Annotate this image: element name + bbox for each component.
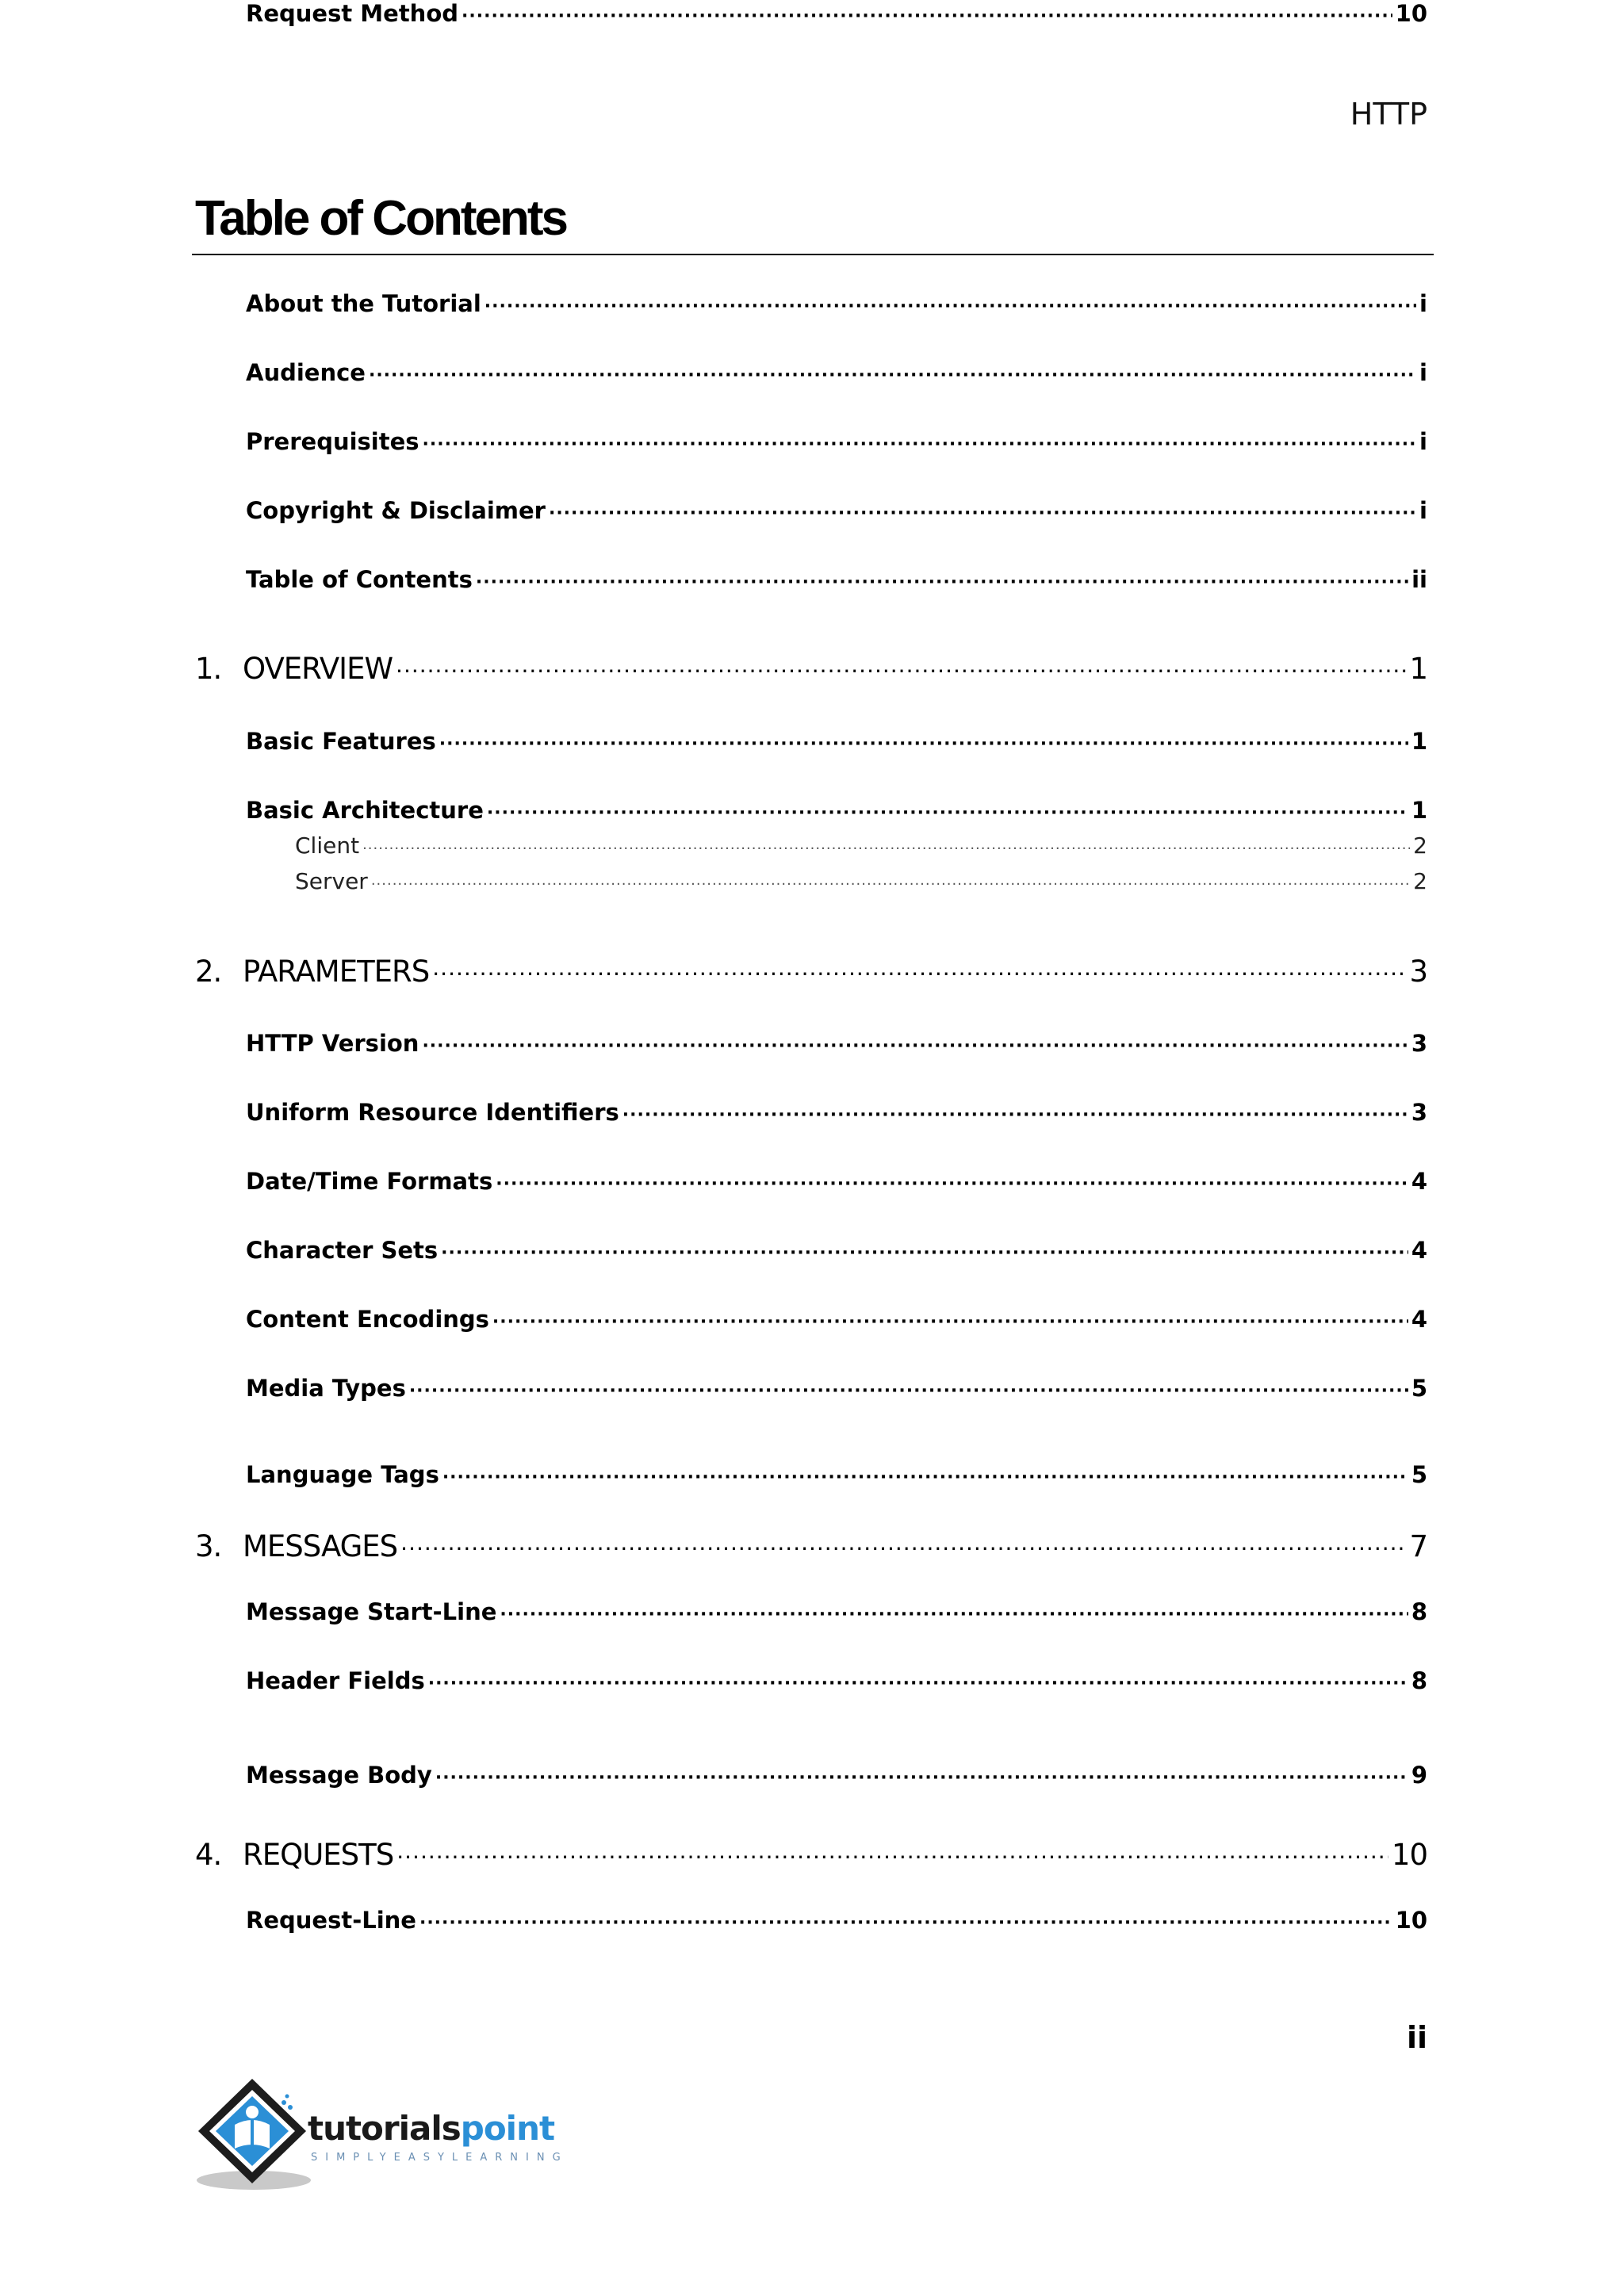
toc-entry-label: Header Fields xyxy=(246,1667,425,1694)
toc-entry-label: Table of Contents xyxy=(246,566,473,593)
page-number: ii xyxy=(1406,2020,1427,2055)
dot-leader xyxy=(396,1844,1388,1870)
toc-entry[interactable] xyxy=(195,652,1427,686)
toc-entry[interactable] xyxy=(246,728,1427,755)
dot-leader xyxy=(428,1674,1408,1693)
chapter-title: OVERVIEW xyxy=(243,652,393,686)
toc-entry-label: Copyright & Disclaimer xyxy=(246,497,546,524)
toc-entry[interactable] xyxy=(246,1030,1427,1057)
dot-leader xyxy=(492,1312,1408,1332)
toc-entry-page: 4 xyxy=(1411,1237,1427,1264)
toc-entry-label: About the Tutorial xyxy=(246,290,481,317)
toc-entry[interactable] xyxy=(195,1529,1427,1563)
toc-entry[interactable] xyxy=(195,1838,1427,1872)
toc-entry[interactable] xyxy=(246,0,1427,27)
toc-entry-label: Request Method xyxy=(246,0,459,27)
dot-leader xyxy=(442,1468,1408,1487)
dot-leader xyxy=(396,658,1406,684)
tutorialspoint-logo xyxy=(195,2076,607,2195)
toc-entry-label: Message Body xyxy=(246,1762,432,1789)
toc-entry-page: 4 xyxy=(1411,1306,1427,1333)
toc-entry[interactable] xyxy=(246,797,1427,824)
toc-entry-label xyxy=(195,955,429,989)
toc-entry-label xyxy=(195,652,393,686)
dot-leader xyxy=(476,572,1408,592)
toc-entry[interactable] xyxy=(246,290,1427,317)
toc-entry-page: 10 xyxy=(1395,1907,1427,1934)
dot-leader xyxy=(500,1605,1408,1624)
toc-entry-label: Character Sets xyxy=(246,1237,439,1264)
dot-leader xyxy=(400,1536,1406,1562)
toc-entry-page: 5 xyxy=(1411,1375,1427,1402)
toc-entry[interactable] xyxy=(246,1375,1427,1402)
toc-entry[interactable] xyxy=(246,1598,1427,1625)
dot-leader xyxy=(439,734,1408,754)
toc-entry[interactable] xyxy=(246,1667,1427,1694)
dot-leader xyxy=(423,434,1417,454)
chapter-number: 4. xyxy=(195,1838,222,1872)
chapter-number: 2. xyxy=(195,955,222,989)
toc-entry-label: Request-Line xyxy=(246,1907,416,1934)
toc-entry[interactable] xyxy=(246,1099,1427,1126)
dot-leader xyxy=(409,1381,1408,1401)
toc-entry-page: 10 xyxy=(1391,1838,1427,1872)
chapter-number: 1. xyxy=(195,652,222,686)
toc-entry-page: 3 xyxy=(1411,1099,1427,1126)
dot-leader xyxy=(435,1768,1408,1788)
logo-tagline: SIMPLYEASYLEARNING xyxy=(311,2152,569,2164)
toc-entry-page: 2 xyxy=(1413,832,1427,859)
toc-entry-page: i xyxy=(1419,359,1427,386)
toc-entry[interactable] xyxy=(246,1762,1427,1789)
toc-entry[interactable] xyxy=(246,566,1427,593)
logo-diamond-icon xyxy=(195,2076,314,2195)
chapter-title: PARAMETERS xyxy=(243,955,430,989)
toc-entry-label: Message Start-Line xyxy=(246,1598,497,1625)
toc-entry-page: ii xyxy=(1411,566,1427,593)
dot-leader xyxy=(487,803,1408,823)
toc-entry-page: 1 xyxy=(1411,797,1427,824)
toc-entry-label xyxy=(195,1529,397,1563)
toc-entry-page: 2 xyxy=(1413,868,1427,894)
dot-leader xyxy=(549,503,1416,523)
dot-leader xyxy=(622,1105,1408,1125)
toc-entry-label: Uniform Resource Identifiers xyxy=(246,1099,619,1126)
toc-entry[interactable] xyxy=(295,868,1427,894)
logo-word-dark: tutorials xyxy=(308,2109,461,2148)
toc-entry-label: Basic Features xyxy=(246,728,436,755)
toc-entry-page: i xyxy=(1419,290,1427,317)
toc-entry-page: 5 xyxy=(1411,1461,1427,1488)
toc-entry-page: 3 xyxy=(1409,955,1427,989)
toc-entry[interactable] xyxy=(246,1461,1427,1488)
dot-leader xyxy=(419,1913,1392,1933)
toc-entry-page: 8 xyxy=(1411,1667,1427,1694)
dot-leader xyxy=(441,1243,1408,1263)
dot-leader xyxy=(362,840,1410,857)
dot-leader xyxy=(422,1036,1408,1056)
toc-entry[interactable] xyxy=(246,1306,1427,1333)
toc-entry-label: Date/Time Formats xyxy=(246,1168,493,1195)
toc-entry-page: 1 xyxy=(1411,728,1427,755)
header-label: HTTP xyxy=(1350,97,1427,132)
toc-entry-label: Content Encodings xyxy=(246,1306,489,1333)
chapter-number: 3. xyxy=(195,1529,222,1563)
logo-wordmark xyxy=(308,2109,554,2148)
dot-leader xyxy=(432,961,1406,987)
dot-leader xyxy=(462,6,1392,26)
toc-entry[interactable] xyxy=(246,1907,1427,1934)
toc-entry-page: 7 xyxy=(1409,1529,1427,1563)
chapter-title: REQUESTS xyxy=(243,1838,394,1872)
toc-entry-label xyxy=(195,1838,393,1872)
toc-entry-label: Prerequisites xyxy=(246,428,419,455)
dot-leader xyxy=(485,297,1416,316)
toc-entry-label: Client xyxy=(295,832,360,859)
toc-entry-page: 8 xyxy=(1411,1598,1427,1625)
dot-leader xyxy=(496,1174,1408,1194)
toc-entry-label: Server xyxy=(295,868,368,894)
toc-entry-label: Media Types xyxy=(246,1375,406,1402)
toc-entry[interactable] xyxy=(246,1168,1427,1195)
page-title: Table of Contents xyxy=(195,191,566,246)
chapter-title: MESSAGES xyxy=(243,1529,398,1563)
toc-entry-page: i xyxy=(1419,428,1427,455)
toc-entry-label: Audience xyxy=(246,359,366,386)
toc-entry[interactable] xyxy=(246,1237,1427,1264)
toc-entry-label: Basic Architecture xyxy=(246,797,484,824)
toc-entry-label: Language Tags xyxy=(246,1461,439,1488)
dot-leader xyxy=(369,365,1416,385)
toc-entry[interactable] xyxy=(195,955,1427,989)
toc-entry-page: 10 xyxy=(1395,0,1427,27)
toc-entry-page: 3 xyxy=(1411,1030,1427,1057)
toc-entry-label: HTTP Version xyxy=(246,1030,419,1057)
toc-entry[interactable] xyxy=(246,359,1427,386)
toc-entry[interactable] xyxy=(295,832,1427,859)
toc-entry-page: 9 xyxy=(1411,1762,1427,1789)
toc-entry-page: i xyxy=(1419,497,1427,524)
toc-entry-page: 4 xyxy=(1411,1168,1427,1195)
dot-leader xyxy=(371,876,1410,893)
toc-entry[interactable] xyxy=(246,428,1427,455)
toc-entry[interactable] xyxy=(246,497,1427,524)
toc-entry-page: 1 xyxy=(1409,652,1427,686)
logo-word-blue: point xyxy=(460,2109,555,2148)
